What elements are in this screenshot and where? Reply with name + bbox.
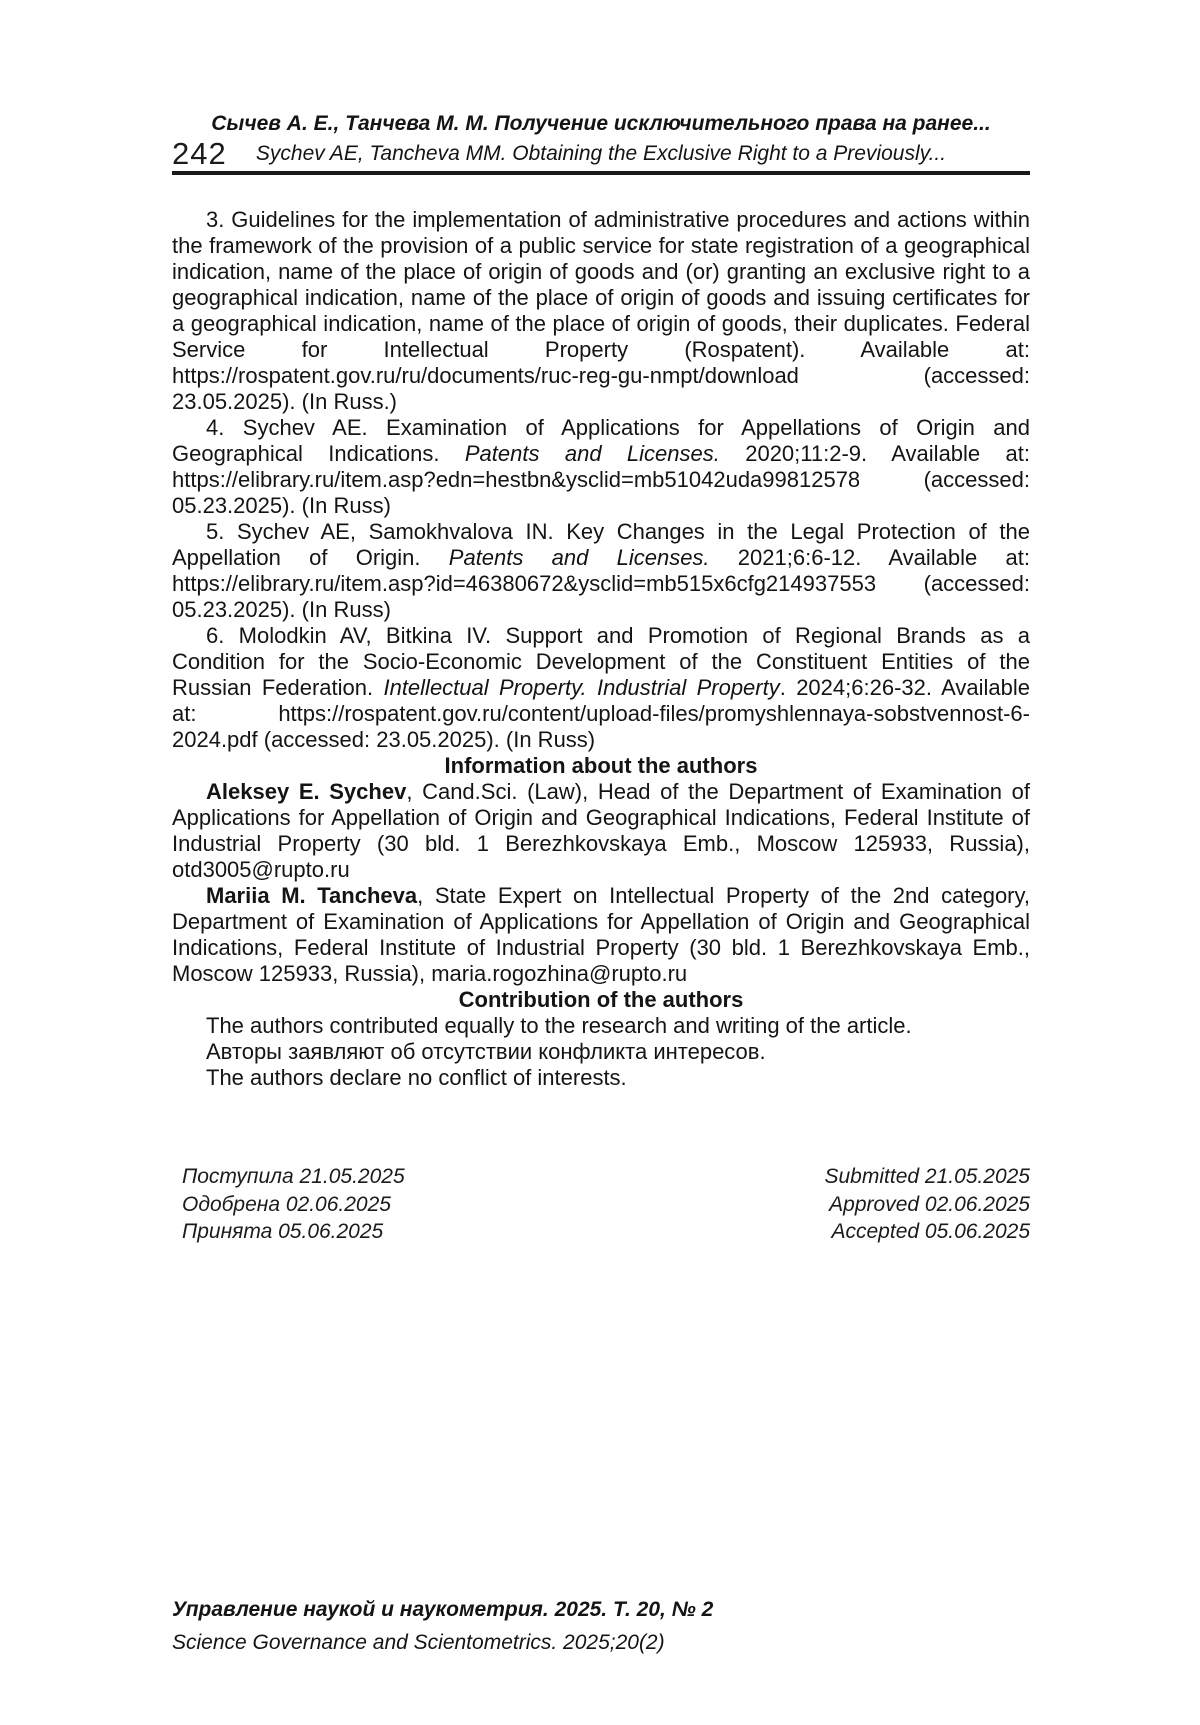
references-list [172, 207, 1030, 753]
date-approved-ru: Одобрена 02.06.2025 [182, 1192, 391, 1216]
conflict-statement-en: The authors declare no conflict of interests. [206, 1065, 627, 1090]
dates-block [172, 1163, 1030, 1246]
reference-text: . 2024;6:26-32. Available at: https://rospatent.gov.ru/content/upload-files/promyshlennaya-sobstvennost-6-2024.pdf (accessed: 23.05.2025). (In Russ) [172, 675, 1030, 752]
author-details: , State Expert on Intellectual Property of the 2nd category, Department of Examination of Applications for Appellation of Origin and Geographical Indications, Federal Institute of Industrial Property (30 bld. 1 Berezhkovskaya Emb., Moscow 125933, Russia), maria.rogozhina@rupto.ru [172, 883, 1030, 986]
reference-text: 2020;11:2-9. Available at: https://elibrary.ru/item.asp?edn=hestbn&ysclid=mb51042uda99812578 (accessed: 05.23.2025). (In Russ) [172, 441, 1030, 518]
author-details: , Cand.Sci. (Law), Head of the Department of Examination of Applications for Appellation of Origin and Geographical Indications, Federal Institute of Industrial Property (30 bld. 1 Berezhkovskaya Emb., Moscow 125933, Russia), otd3005@rupto.ru [172, 779, 1030, 882]
contribution-heading: Contribution of the authors [458, 987, 744, 1012]
reference-text: 3. Guidelines for the implementation of administrative procedures and actions within the framework of the provision of a public service for state registration of a geographical indication, name of the place of origin of goods and (or) granting an exclusive right to a geographical indication, name of the place of origin of goods and issuing certificates for a geographical indication, name of the place of origin of goods, their duplicates. Federal Service for Intellectual Property (Rospatent). Available at: https://rospatent.gov.ru/ru/documents/ruc-reg-gu-nmpt/download (accessed: 23.05.2025). (In Russ.) [172, 207, 1030, 414]
date-submitted-en: Submitted 21.05.2025 [824, 1165, 1030, 1188]
journal-title: Patents and Licenses. [464, 441, 720, 466]
running-head [172, 112, 1030, 175]
author-name: Aleksey E. Sychev [206, 779, 407, 804]
reference-item-5 [172, 519, 1030, 623]
author-entry-1 [172, 779, 1030, 883]
header-rule [172, 171, 1030, 175]
text-column [172, 0, 1030, 1246]
date-accepted-ru: Принята 05.06.2025 [182, 1220, 384, 1243]
reference-item-4 [172, 415, 1030, 519]
reference-text: 2021;6:6-12. Available at: https://elibrary.ru/item.asp?id=46380672&ysclid=mb515x6cfg214937553 (accessed: 05.23.2025). (In Russ) [172, 545, 1030, 622]
running-head-title-ru: Сычев А. Е., Танчева М. М. Получение исключительного права на ранее... [211, 112, 991, 135]
author-entry-2 [172, 883, 1030, 987]
date-accepted-en: Accepted 05.06.2025 [831, 1220, 1030, 1243]
reference-item-3 [172, 207, 1030, 415]
journal-footer [172, 1593, 1030, 1659]
contribution-text: The authors contributed equally to the research and writing of the article. [206, 1013, 912, 1038]
running-head-lines [172, 112, 1030, 166]
dates-column-en [825, 1163, 1031, 1246]
author-name: Mariia M. Tancheva [206, 883, 418, 908]
page-number: 242 [172, 136, 227, 171]
contribution-section [172, 987, 1030, 1039]
reference-text: 6. Molodkin AV, Bitkina IV. Support and Promotion of Regional Brands as a Condition for the Socio-Economic Development of the Constituent Entities of the Russian Federation. [172, 623, 1030, 700]
authors-info-section [172, 753, 1030, 987]
footer-journal-ru: Управление наукой и наукометрия. 2025. Т. 20, № 2 [172, 1598, 714, 1621]
reference-item-6 [172, 623, 1030, 753]
running-head-title-en: Sychev AE, Tancheva MM. Obtaining the Exclusive Right to a Previously... [255, 142, 947, 165]
conflict-statement-ru: Авторы заявляют об отсутствии конфликта интересов. [206, 1039, 766, 1064]
authors-info-heading: Information about the authors [444, 753, 758, 778]
journal-title: Patents and Licenses. [448, 545, 710, 570]
reference-text: 4. Sychev AE. Examination of Applications for Appellations of Origin and Geographical Indications. [172, 415, 1030, 466]
date-received-ru: Поступила 21.05.2025 [182, 1165, 405, 1188]
dates-column-ru [172, 1163, 405, 1246]
date-approved-en: Approved 02.06.2025 [829, 1192, 1030, 1216]
footer-journal-en: Science Governance and Scientometrics. 2025;20(2) [172, 1631, 665, 1654]
journal-title: Intellectual Property. Industrial Property [383, 675, 780, 700]
conflict-of-interest-section [172, 1039, 1030, 1091]
reference-text: 5. Sychev AE, Samokhvalova IN. Key Changes in the Legal Protection of the Appellation of Origin. [172, 519, 1030, 570]
